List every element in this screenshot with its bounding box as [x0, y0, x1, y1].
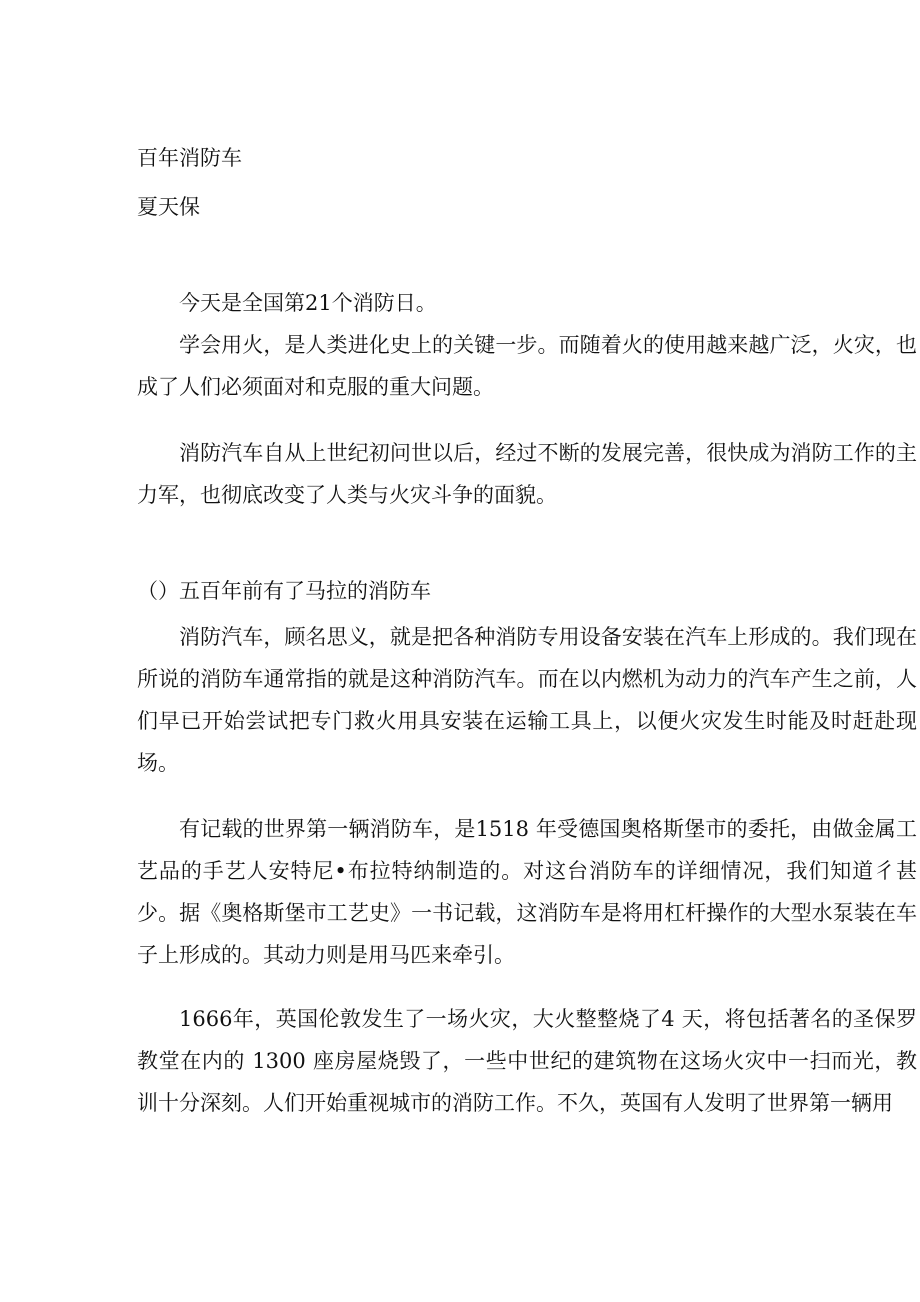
- paragraph-2: 学会用火，是人类进化史上的关键一步。而随着火的使用越来越广泛，火灾，也成了人们必须面对和克服的重大问题。: [137, 333, 917, 399]
- section-heading: （）五百年前有了马拉的消防车: [137, 579, 431, 603]
- document-author: 夏天保: [137, 195, 200, 219]
- paragraph-3: 消防汽车自从上世纪初问世以后，经过不断的发展完善，很快成为消防工作的主力军，也彻底改变了人类与火灾斗争的面貌。: [137, 441, 917, 507]
- paragraph-1: 今天是全国第21个消防日。: [179, 291, 437, 315]
- section-paragraph-2: 有记载的世界第一辆消防车，是1518 年受德国奥格斯堡市的委托，由做金属工艺品的手艺人安特尼•布拉特纳制造的。对这台消防车的详细情况，我们知道彳甚少。据《奥格斯堡市工艺史》一书记载，这消防车是将用杠杆操作的大型水泵装在车子上形成的。其动力则是用马匹来牵引。: [137, 817, 917, 967]
- section-paragraph-1: 消防汽车，顾名思义，就是把各种消防专用设备安装在汽车上形成的。我们现在所说的消防车通常指的就是这种消防汽车。而在以内燃机为动力的汽车产生之前，人们早已开始尝试把专门救火用具安装在运输工具上，以便火灾发生时能及时赶赴现场。: [137, 625, 917, 775]
- document-title: 百年消防车: [137, 146, 242, 170]
- section-paragraph-3: 1666年，英国伦敦发生了一场火灾，大火整整烧了4 天，将包括著名的圣保罗教堂在内的 1300 座房屋烧毁了，一些中世纪的建筑物在这场火灾中一扫而光，教训十分深刻。人们开始重视城市的消防工作。不久，英国有人发明了世界第一辆用: [137, 1007, 917, 1115]
